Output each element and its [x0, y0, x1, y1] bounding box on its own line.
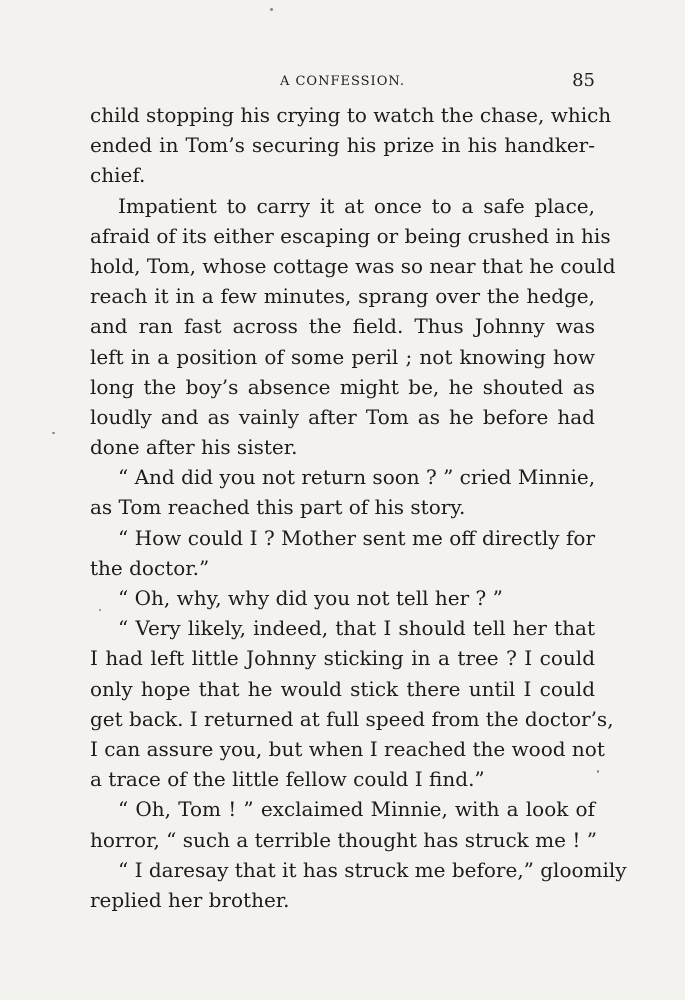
- text-line: replied her brother.: [90, 887, 290, 912]
- body-text: [90, 100, 627, 915]
- page-header: [90, 70, 595, 94]
- text-line: “ I daresay that it has struck me before,” gloomily: [118, 857, 627, 882]
- text-line: done after his sister.: [90, 435, 298, 460]
- text-line: and ran fast across the field. Thus Johnny was: [90, 314, 595, 339]
- text-line: child stopping his crying to watch the chase, which: [90, 103, 612, 127]
- text-line: afraid of its either escaping or being crushed in his: [90, 223, 611, 248]
- text-line: “ Very likely, indeed, that I should tell her that: [118, 616, 595, 641]
- text-line: reach it in a few minutes, sprang over the hedge,: [90, 284, 595, 309]
- page-number: 85: [572, 70, 595, 91]
- text-line: loudly and as vainly after Tom as he before had: [90, 404, 595, 429]
- text-line: the doctor.”: [90, 555, 210, 580]
- text-line: only hope that he would stick there until I could: [90, 676, 595, 701]
- text-line: I can assure you, but when I reached the wood not: [90, 736, 605, 761]
- paper-speck: [52, 432, 55, 434]
- text-line: long the boy’s absence might be, he shouted as: [90, 374, 595, 399]
- text-line: “ And did you not return soon ? ” cried Minnie,: [118, 465, 596, 490]
- text-line: I had left little Johnny sticking in a tree ? I could: [90, 646, 595, 671]
- paper-speck: [270, 8, 273, 11]
- paper-speck: [597, 770, 599, 773]
- text-line: chief.: [90, 163, 146, 188]
- text-line: left in a position of some peril ; not knowing how: [90, 344, 595, 369]
- text-line: horror, “ such a terrible thought has struck me ! ”: [90, 827, 597, 852]
- running-head: A CONFESSION.: [279, 74, 406, 89]
- text-line: “ How could I ? Mother sent me off directly for: [118, 525, 595, 550]
- text-line: Impatient to carry it at once to a safe place,: [118, 193, 595, 218]
- text-line: “ Oh, Tom ! ” exclaimed Minnie, with a look of: [118, 797, 595, 822]
- text-line: as Tom reached this part of his story.: [90, 495, 466, 520]
- text-line: a trace of the little fellow could I find.”: [90, 767, 485, 792]
- text-line: ended in Tom’s securing his prize in his handker-: [90, 133, 595, 158]
- text-line: hold, Tom, whose cottage was so near that he could: [90, 253, 616, 278]
- text-line: “ Oh, why, why did you not tell her ? ”: [118, 586, 503, 610]
- paper-speck: [99, 609, 101, 611]
- text-line: get back. I returned at full speed from the doctor’s,: [90, 706, 614, 731]
